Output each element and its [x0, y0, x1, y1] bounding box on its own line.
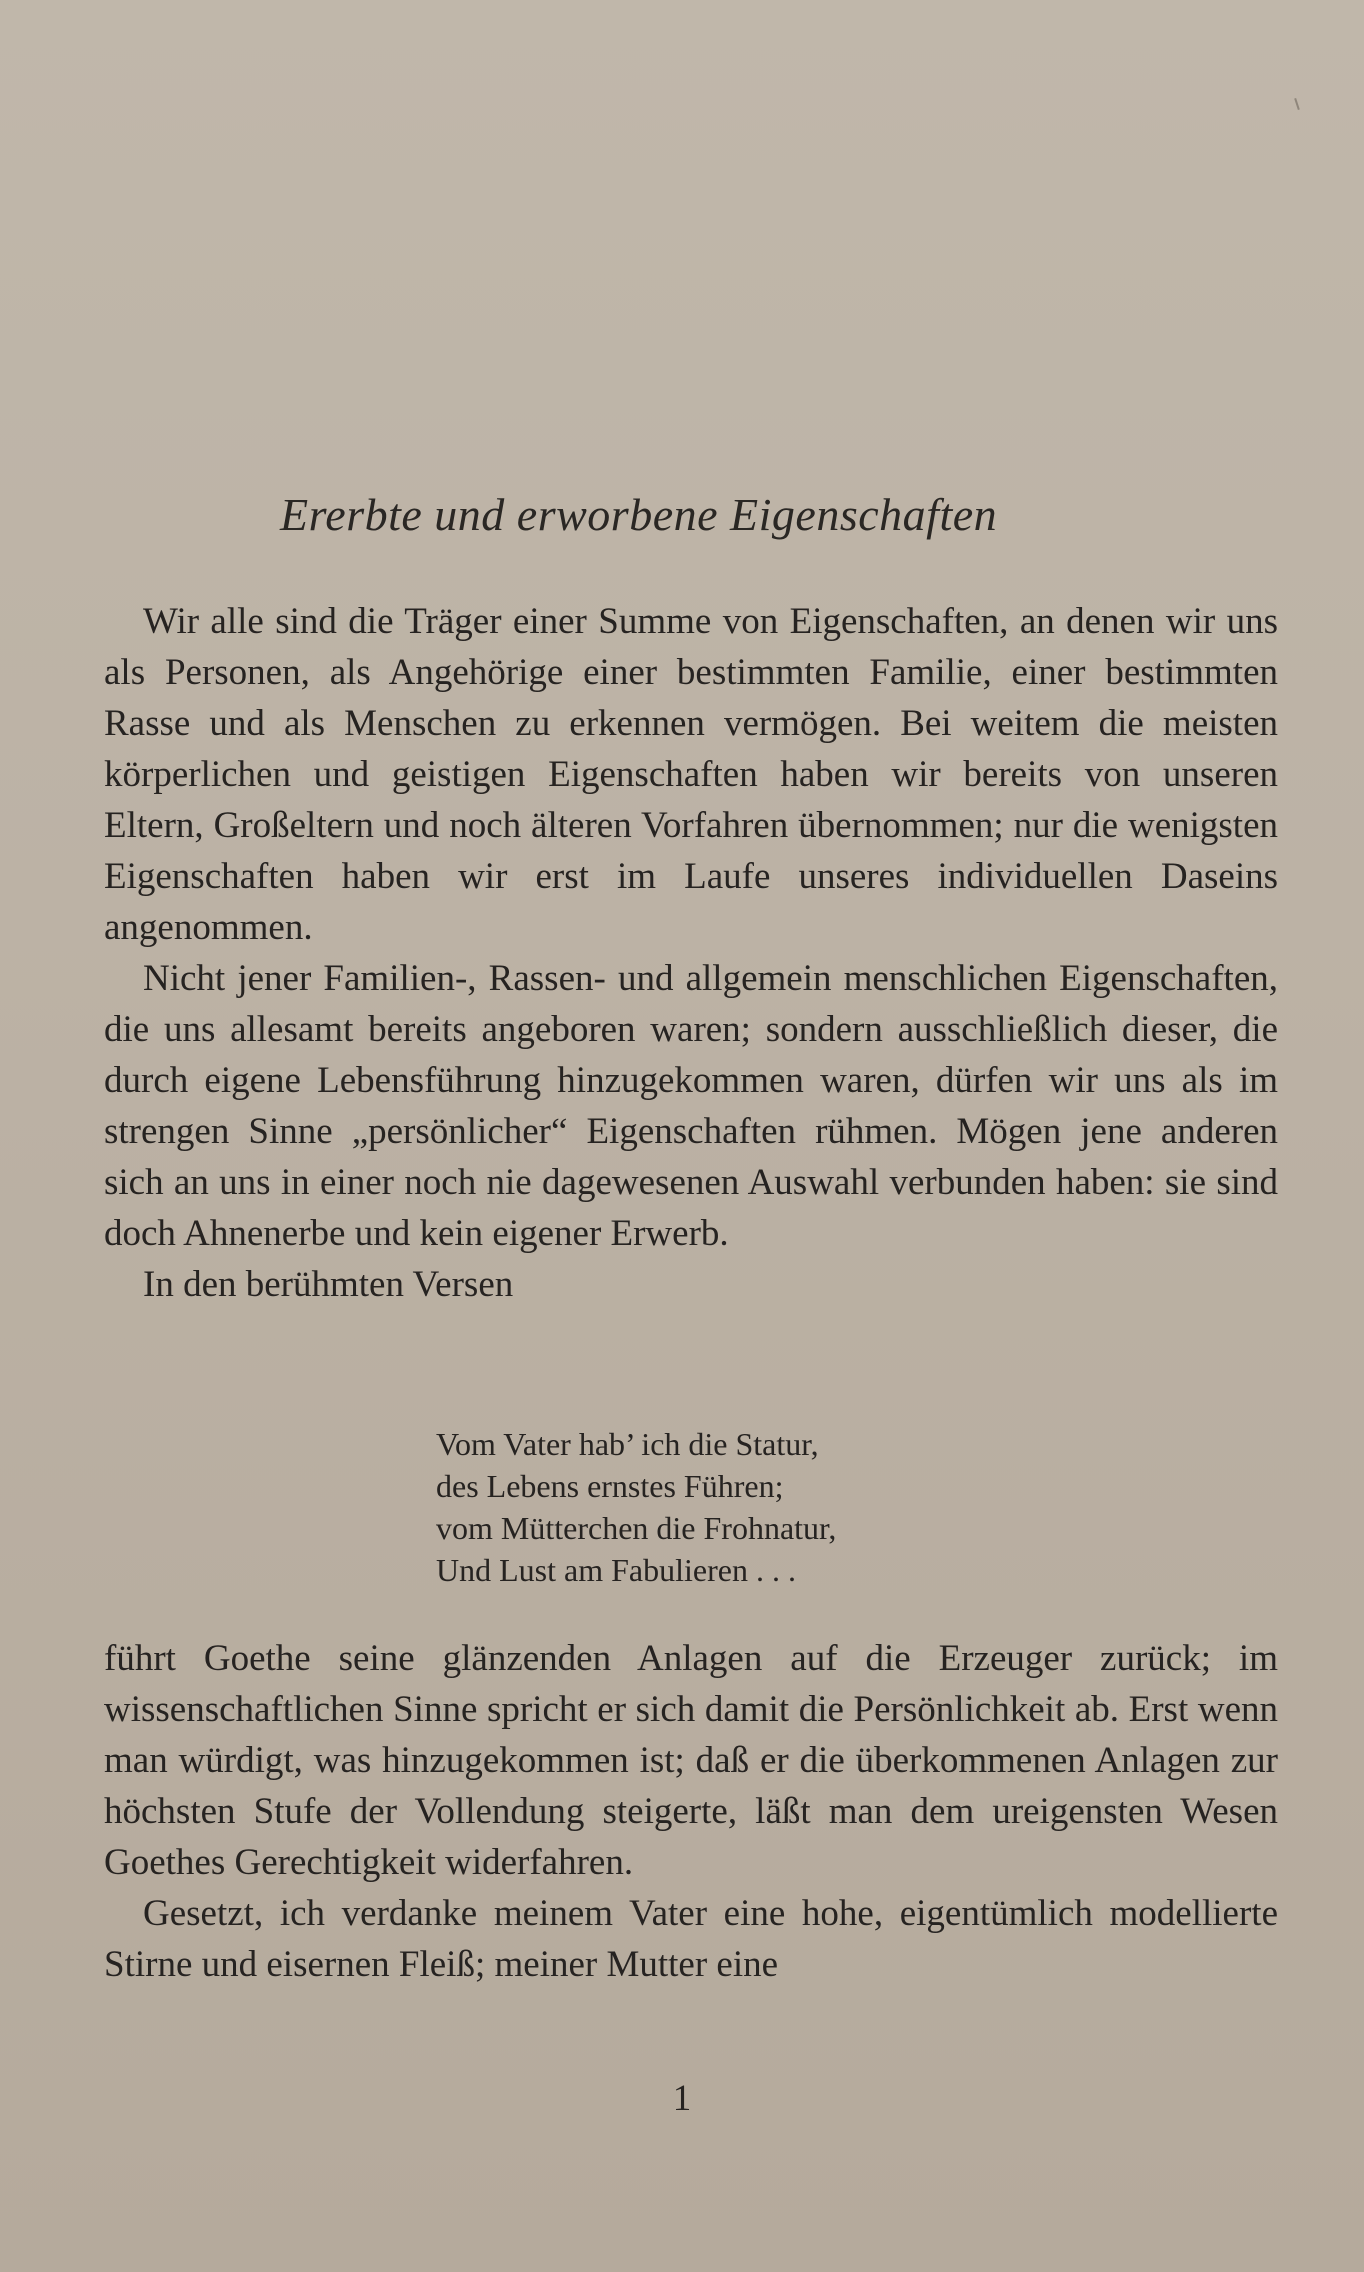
- paragraph-3: In den berühmten Versen: [143, 1264, 514, 1305]
- poem-line-4: Und Lust am Fabulieren . . .: [436, 1552, 796, 1588]
- poem-line-1: Vom Vater hab’ ich die Statur,: [436, 1426, 819, 1462]
- paragraph-2: Nicht jener Familien-, Rassen- und allgemein menschlichen Eigenschaften, die uns allesamt bereits angeboren waren; sondern ausschließlich dieser, die durch eigene Lebensführung hinzugekommen waren, dürfen wir uns als im strengen Sinne „persönlicher“ Eigenschaften rühmen. Mögen jene anderen sich an uns in einer noch nie dagewesenen Auswahl verbunden haben: sie sind doch Ahnenerbe und kein eigener Erwerb.: [104, 958, 1278, 1254]
- paragraph-5: Gesetzt, ich verdanke meinem Vater eine hohe, eigentümlich modellierte Stirne und eisernen Fleiß; meiner Mutter eine: [104, 1893, 1278, 1985]
- page-blemish: [1294, 98, 1300, 110]
- paragraph-1: Wir alle sind die Träger einer Summe von Eigenschaften, an denen wir uns als Personen, als Angehörige einer bestimmten Familie, einer bestimmten Rasse und als Menschen zu erkennen vermögen. Bei weitem die meisten körperlichen und geistigen Eigenschaften haben wir bereits von unseren Eltern, Großeltern und noch älteren Vorfahren übernommen; nur die wenigsten Eigenschaften haben wir erst im Laufe unseres individuellen Daseins angenommen.: [104, 601, 1278, 948]
- poem-quote: [436, 1423, 836, 1591]
- page-number: 1: [672, 2078, 692, 2119]
- poem-line-3: vom Mütterchen die Frohnatur,: [436, 1510, 837, 1546]
- chapter-title: Ererbte und erworbene Eigenschaften: [280, 489, 998, 540]
- text-before-poem: [104, 596, 1278, 1310]
- paragraph-4: führt Goethe seine glänzenden Anlagen auf die Erzeuger zurück; im wissenschaftlichen Sinne spricht er sich damit die Persönlichkeit ab. Erst wenn man würdigt, was hinzugekommen ist; daß er die überkommenen Anlagen zur höchsten Stufe der Vollendung steigerte, läßt man dem ureigensten Wesen Goethes Gerechtigkeit widerfahren.: [104, 1638, 1278, 1883]
- poem-line-2: des Lebens ernstes Führen;: [436, 1468, 784, 1504]
- text-after-poem: [104, 1633, 1278, 1990]
